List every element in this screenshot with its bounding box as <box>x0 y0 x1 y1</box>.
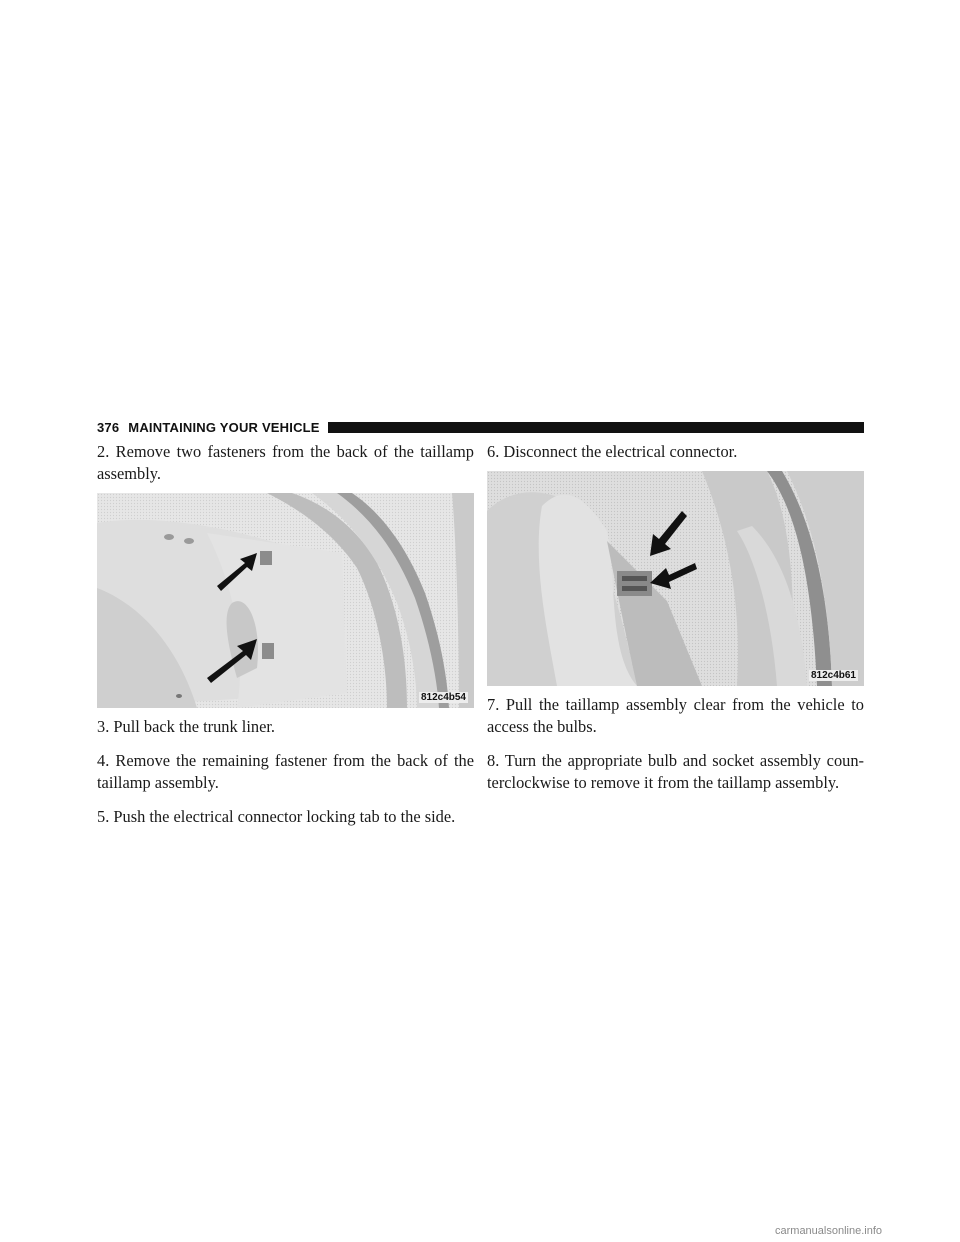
page-header <box>97 418 864 436</box>
left-column <box>97 441 474 828</box>
right-column <box>487 441 864 794</box>
step-2-text: 2. Remove two fasteners from the back of the taillamp assembly. <box>97 442 474 483</box>
trunk-interior-illustration <box>97 493 474 708</box>
step-5-text: 5. Push the electrical connector locking tab to the side. <box>97 807 456 826</box>
taillamp-fasteners-figure <box>97 493 474 708</box>
step-3-text: 3. Pull back the trunk liner. <box>97 717 275 736</box>
watermark: carmanualsonline.info <box>775 1225 883 1237</box>
section-title: MAINTAINING YOUR VEHICLE <box>128 419 320 435</box>
figure-id: 812c4b61 <box>810 670 856 681</box>
header-rule <box>328 422 864 433</box>
step-7-text: 7. Pull the taillamp assembly clear from the vehicle to access the bulbs. <box>487 695 864 736</box>
figure-id: 812c4b54 <box>420 692 466 703</box>
step-8-text: 8. Turn the appropriate bulb and socket assembly coun-terclockwise to remove it from the taillamp assembly. <box>487 751 864 792</box>
page-number: 376 <box>97 419 120 435</box>
taillamp-connector-illustration <box>487 471 864 686</box>
electrical-connector-figure <box>487 471 864 686</box>
step-6-text: 6. Disconnect the electrical connector. <box>487 442 738 461</box>
step-4-text: 4. Remove the remaining fastener from the back of the taillamp assembly. <box>97 751 474 792</box>
